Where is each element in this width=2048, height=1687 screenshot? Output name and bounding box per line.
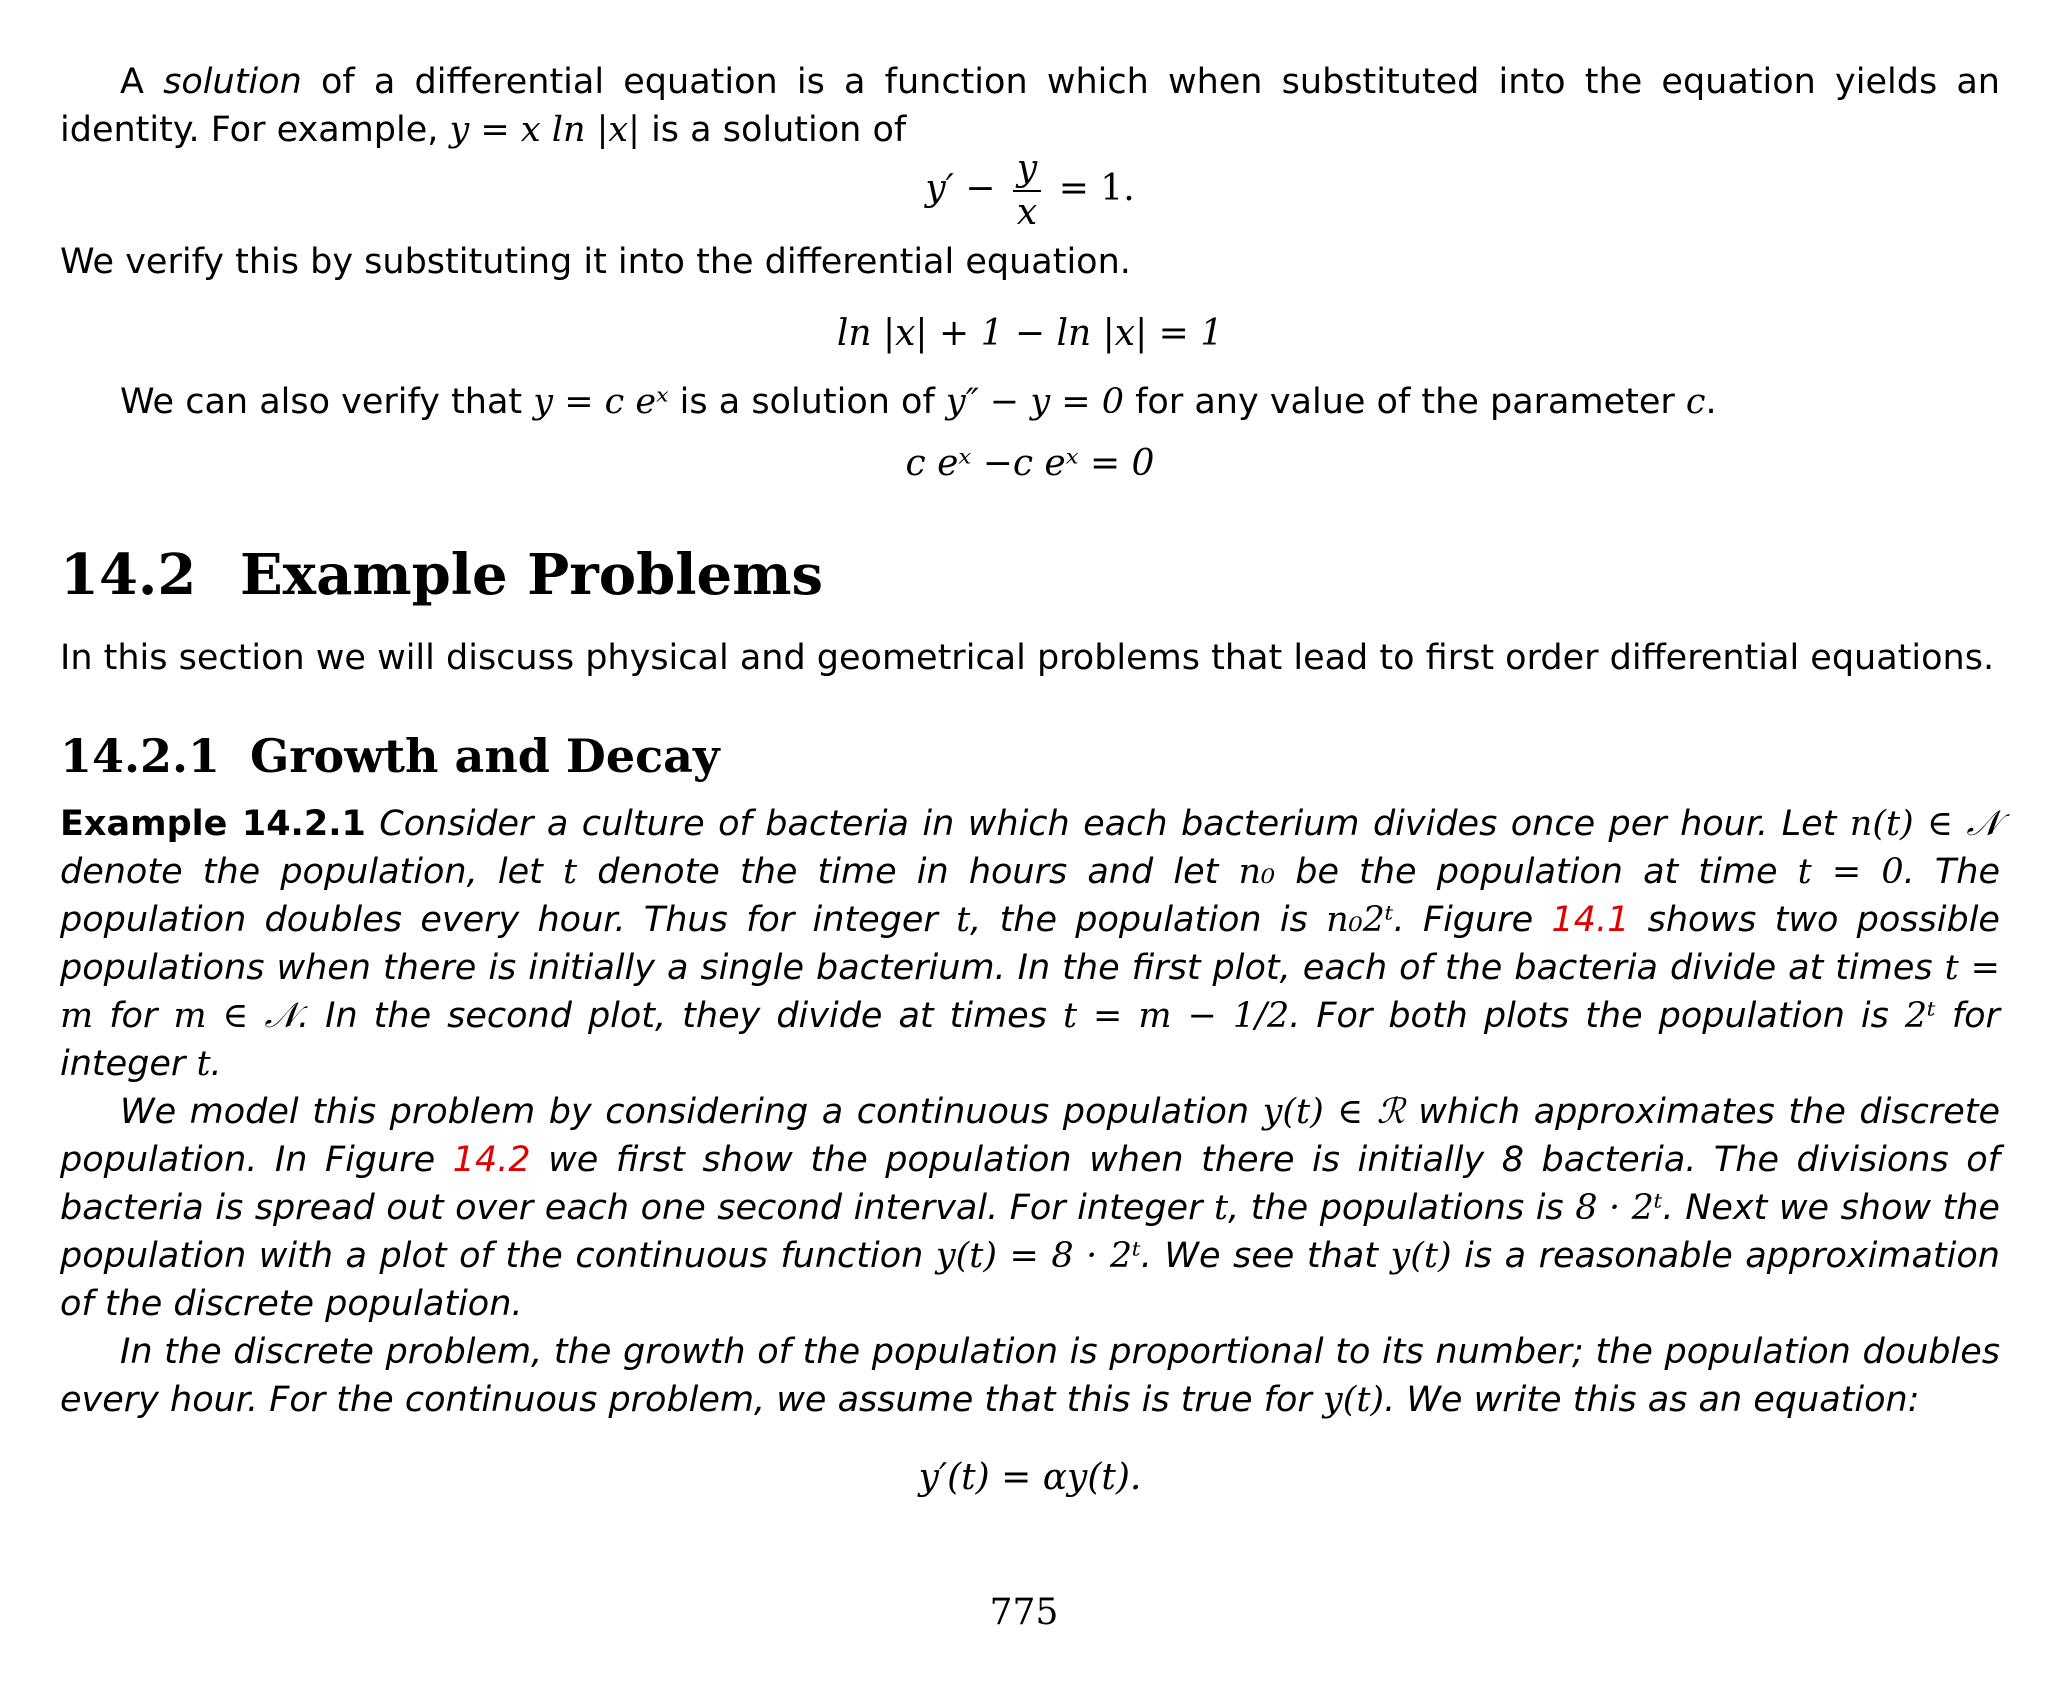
- eq1-right: = 1.: [1058, 168, 1135, 209]
- inline-math: t = m − 1/2: [1062, 996, 1290, 1036]
- inline-math: t = 0: [1797, 852, 1904, 892]
- page-number: 775: [989, 1592, 1059, 1633]
- final-eq: y′(t) = αy(t).: [918, 1457, 1142, 1498]
- inline-math: 8 · 2ᵗ: [1575, 1188, 1663, 1228]
- inline-math: c: [1685, 382, 1706, 422]
- text: . Figure: [1393, 900, 1534, 940]
- intro-paragraph-1: [60, 58, 2000, 154]
- section-intro: [60, 634, 2000, 682]
- eq3: c eˣ −c eˣ = 0: [905, 443, 1155, 484]
- fraction: [1013, 148, 1041, 234]
- text: of a differential equation is a function which when substituted into the equation yields an identity. For example,: [60, 62, 2000, 150]
- text: A: [120, 62, 144, 102]
- text: for: [109, 996, 158, 1036]
- term-solution: solution: [163, 62, 302, 102]
- inline-math: t: [196, 1044, 211, 1084]
- text: be the population at time: [1295, 852, 1778, 892]
- growth-paragraph: [60, 1328, 2000, 1424]
- inline-math: y = c eˣ: [533, 382, 669, 422]
- text: In this section we will discuss physical and geometrical problems that lead to first order differential equations.: [60, 638, 1995, 678]
- text: we first show the population when there is initially 8 bacteria. The divisions of bacteria is spread out over each one second interval. For integer: [60, 1140, 2000, 1228]
- text: , the population is: [970, 900, 1308, 940]
- inline-math: y(t) ∈ ℛ: [1262, 1092, 1405, 1132]
- inline-math: y(t): [1322, 1380, 1385, 1420]
- inline-math: t: [562, 852, 578, 892]
- final-equation: [60, 1454, 2000, 1502]
- inline-math: y(t) = 8 · 2ᵗ: [935, 1236, 1141, 1276]
- intro-paragraph-3: [60, 378, 2000, 426]
- fraction-denominator: x: [1016, 192, 1038, 233]
- text: . We see that: [1140, 1236, 1378, 1276]
- fraction-numerator: y: [1013, 148, 1041, 192]
- example-paragraph: [60, 800, 2000, 1088]
- figure-reference-link[interactable]: 14.1: [1551, 900, 1630, 940]
- text: . In the second plot, they divide at times: [298, 996, 1047, 1036]
- subsection-heading: [60, 726, 2000, 786]
- inline-math: y″ − y = 0: [945, 382, 1124, 422]
- subsection-title: Growth and Decay: [250, 729, 720, 783]
- eq2: ln |x| + 1 − ln |x| = 1: [836, 313, 1224, 354]
- text: is a solution of: [679, 382, 935, 422]
- inline-math: t: [1214, 1188, 1229, 1228]
- inline-math: 2ᵗ: [1904, 996, 1936, 1036]
- text: . Next we show the population with a plot of the continuous function: [60, 1188, 2000, 1276]
- section-title: Example Problems: [240, 542, 823, 608]
- figure-reference-link[interactable]: 14.2: [452, 1140, 531, 1180]
- text: denote the time in hours and let: [597, 852, 1219, 892]
- text: . We write this as an equation:: [1384, 1380, 1920, 1420]
- text: is a solution of: [651, 110, 907, 150]
- text: shows two possible populations when there is initially a single bacterium. In the first plot, each of the bacteria divide at times: [60, 900, 2000, 988]
- text: We model this problem by considering a continuous population: [120, 1092, 1250, 1132]
- inline-math: m ∈ 𝒩: [173, 996, 299, 1036]
- text: Consider a culture of bacteria in which each bacterium divides once per hour. Let: [379, 804, 1837, 844]
- section-heading: [60, 540, 2000, 610]
- text: .: [1705, 382, 1717, 422]
- text: , the populations is: [1228, 1188, 1564, 1228]
- text: . For both plots the population is: [1289, 996, 1889, 1036]
- inline-math: n(t) ∈ 𝒩: [1849, 804, 2000, 844]
- intro-paragraph-2: [60, 238, 2000, 286]
- text: which approximates the discrete population. In Figure: [60, 1092, 2000, 1180]
- eq1-left: y′ −: [925, 168, 996, 209]
- model-paragraph: [60, 1088, 2000, 1328]
- text: for any value of the parameter: [1135, 382, 1675, 422]
- text: . The population doubles every hour. Thus for integer: [60, 852, 2000, 940]
- text: denote the population, let: [60, 852, 543, 892]
- inline-math: y(t): [1390, 1236, 1452, 1276]
- equation-2: [60, 310, 2000, 358]
- equation-1: [60, 148, 2000, 238]
- inline-math: y = x ln |x|: [449, 110, 640, 150]
- text: We verify this by substituting it into the differential equation.: [60, 242, 1131, 282]
- inline-math: t = m: [60, 948, 2000, 1036]
- example-label: Example 14.2.1: [60, 804, 366, 844]
- section-number: 14.2: [60, 542, 197, 608]
- page-content: [60, 58, 2000, 1502]
- subsection-number: 14.2.1: [60, 729, 221, 783]
- text: for integer: [60, 996, 2000, 1084]
- text: .: [210, 1044, 222, 1084]
- text: We can also verify that: [120, 382, 523, 422]
- inline-math: n₀: [1238, 852, 1276, 892]
- text: In the discrete problem, the growth of the population is proportional to its number; the population doubles every hour. For the continuous problem, we assume that this is true for: [60, 1332, 2000, 1420]
- inline-math: t: [956, 900, 971, 940]
- equation-3: [60, 440, 2000, 488]
- text: is a reasonable approximation of the discrete population.: [60, 1236, 2000, 1324]
- inline-math: n₀2ᵗ: [1326, 900, 1394, 940]
